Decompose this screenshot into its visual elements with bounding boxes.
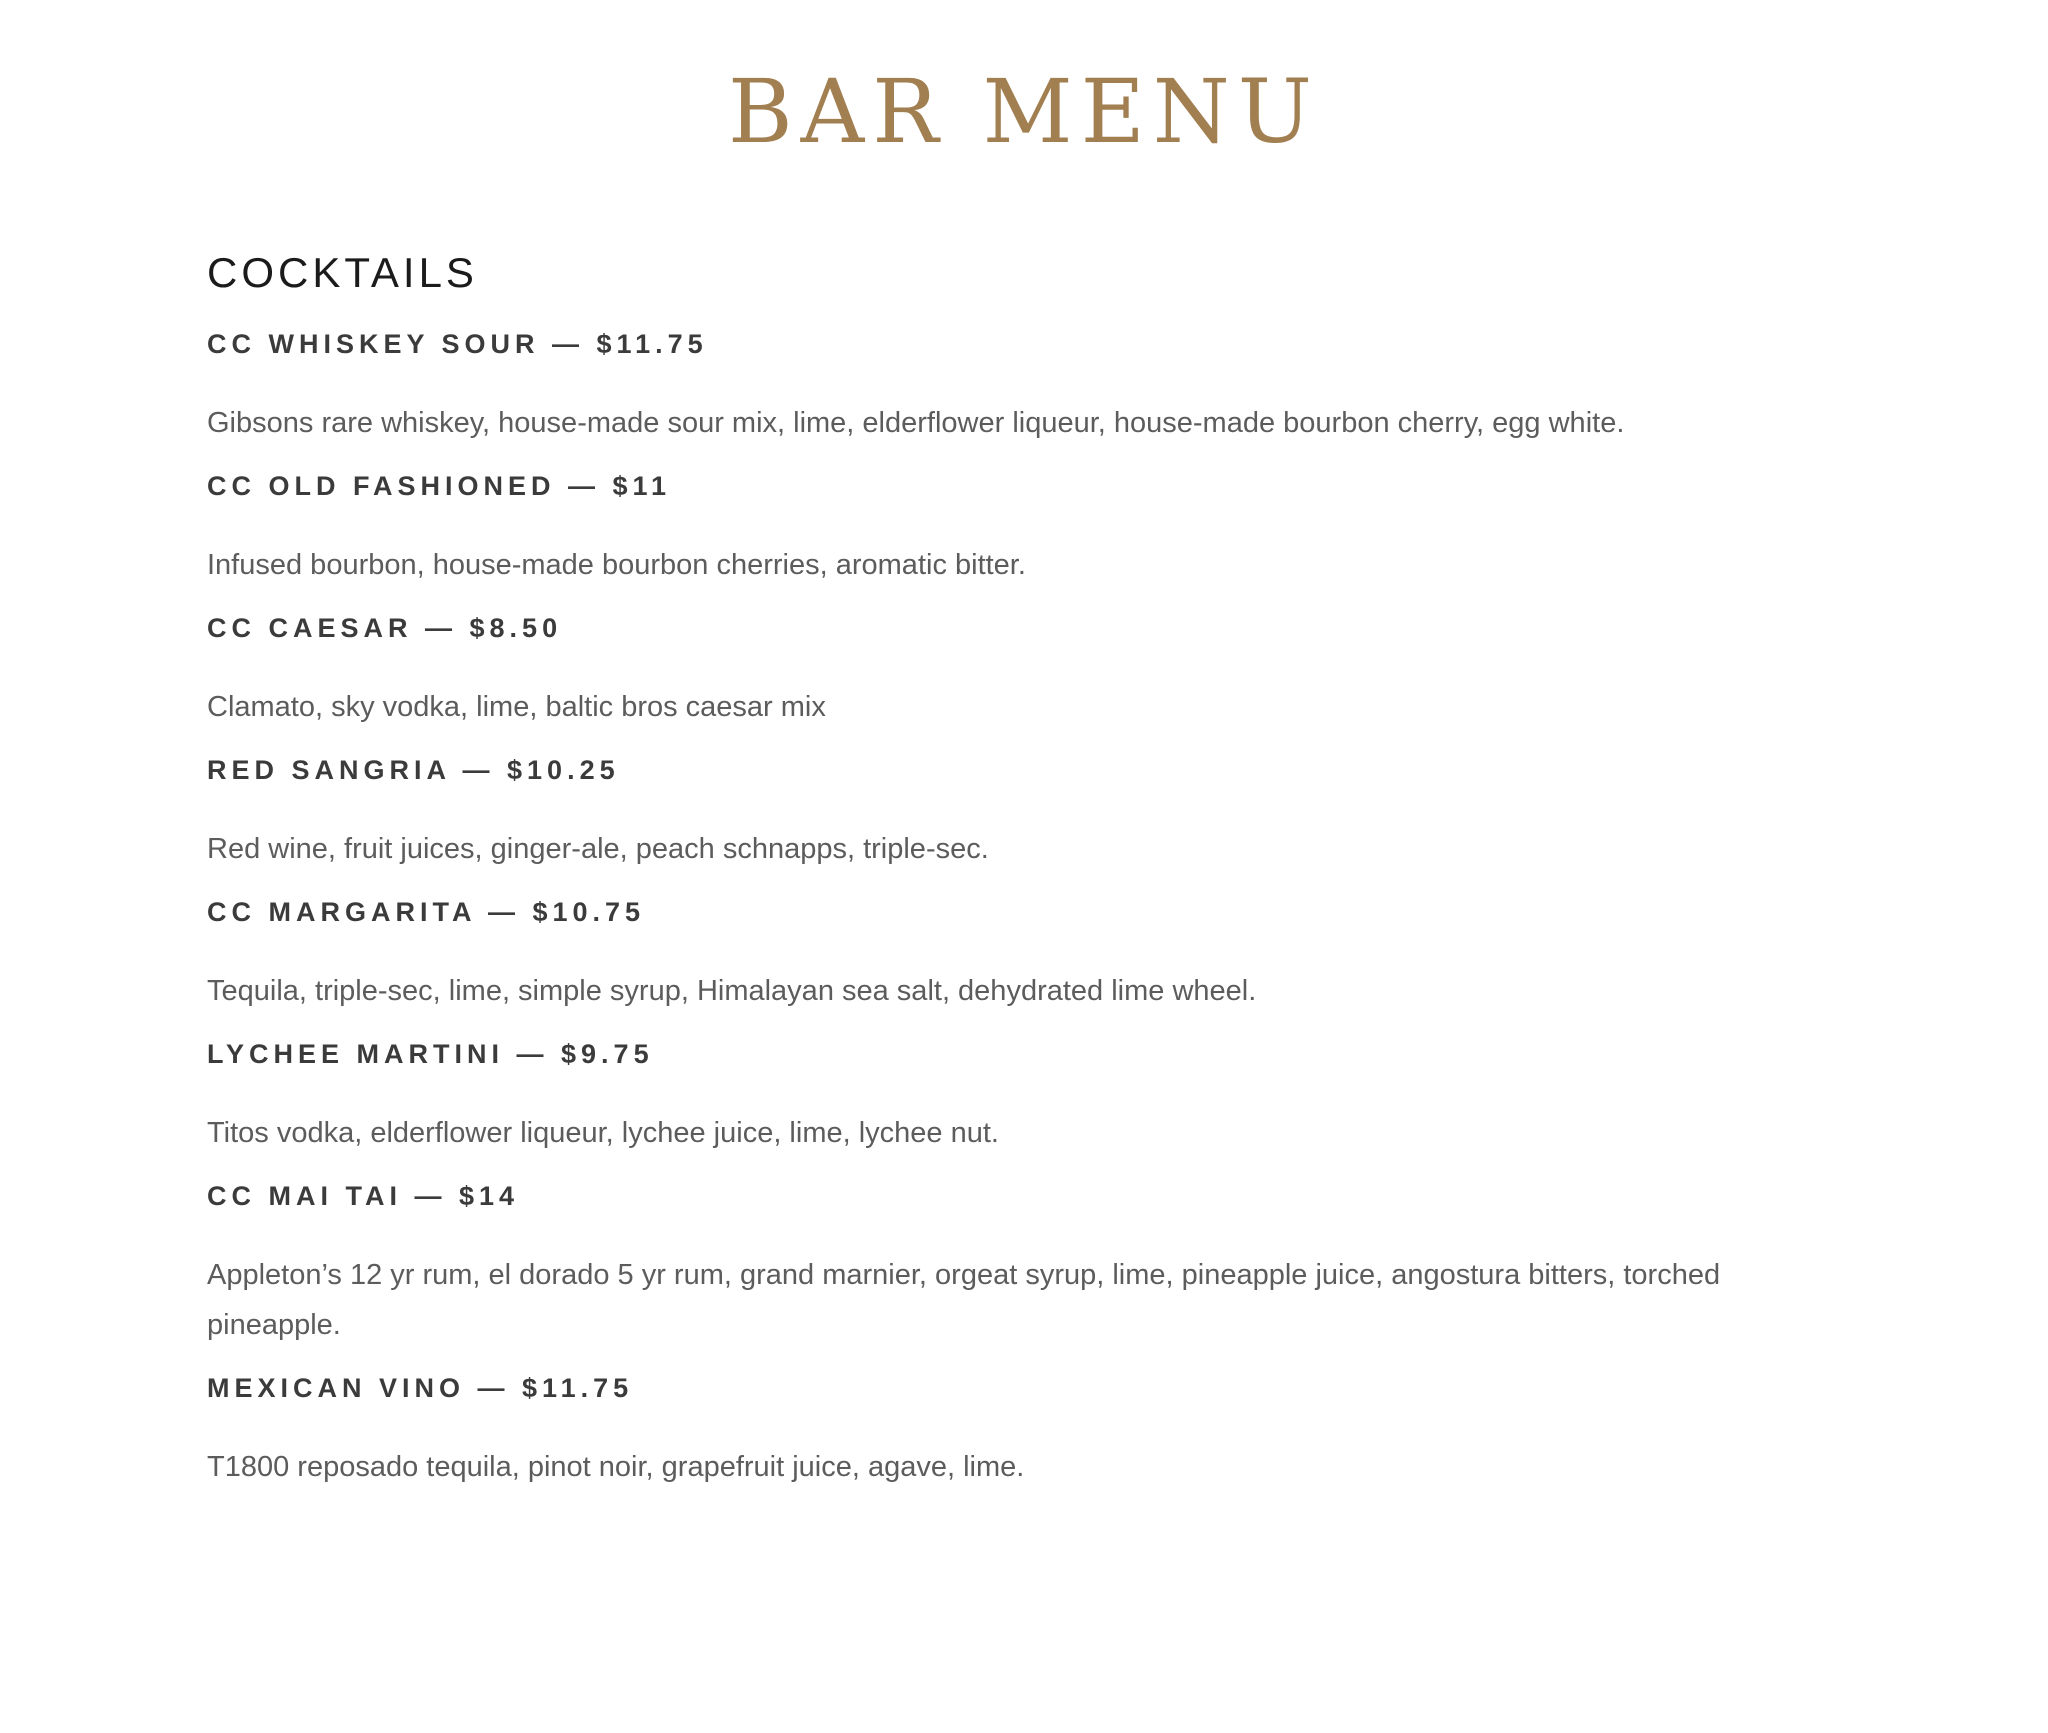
item-description: Red wine, fruit juices, ginger-ale, peach schnapps, triple-sec. [207,833,989,865]
menu-item [207,610,1847,732]
menu-item [207,468,1847,590]
item-description: T1800 reposado tequila, pinot noir, grapefruit juice, agave, lime. [207,1451,1025,1483]
item-description: Titos vodka, elderflower liqueur, lychee juice, lime, lychee nut. [207,1117,999,1149]
item-description: Tequila, triple-sec, lime, simple syrup, Himalayan sea salt, dehydrated lime wheel. [207,975,1257,1007]
menu-item [207,752,1847,874]
menu-item [207,326,1847,448]
menu-content [207,248,1847,1512]
item-heading: CC MARGARITA — $10.75 [207,897,646,927]
item-description: Infused bourbon, house-made bourbon cherries, aromatic bitter. [207,549,1026,581]
item-description: Clamato, sky vodka, lime, baltic bros caesar mix [207,691,826,723]
menu-item [207,1036,1847,1158]
item-heading: CC OLD FASHIONED — $11 [207,471,672,501]
item-heading: RED SANGRIA — $10.25 [207,755,620,785]
menu-item [207,1370,1847,1492]
menu-item [207,1178,1847,1350]
item-heading: CC MAI TAI — $14 [207,1181,520,1211]
item-heading: MEXICAN VINO — $11.75 [207,1373,634,1403]
menu-item [207,894,1847,1016]
item-description: Appleton’s 12 yr rum, el dorado 5 yr rum, grand marnier, orgeat syrup, lime, pineapple juice, angostura bitters, torched pineapple. [207,1259,1721,1341]
item-heading: CC WHISKEY SOUR — $11.75 [207,329,708,359]
item-heading: CC CAESAR — $8.50 [207,613,563,643]
page-title: BAR MENU [728,60,1320,163]
item-description: Gibsons rare whiskey, house-made sour mix, lime, elderflower liqueur, house-made bourbon cherry, egg white. [207,407,1625,439]
section-title-cocktails: COCKTAILS [207,249,478,296]
item-heading: LYCHEE MARTINI — $9.75 [207,1039,654,1069]
cocktail-list [207,326,1847,1492]
